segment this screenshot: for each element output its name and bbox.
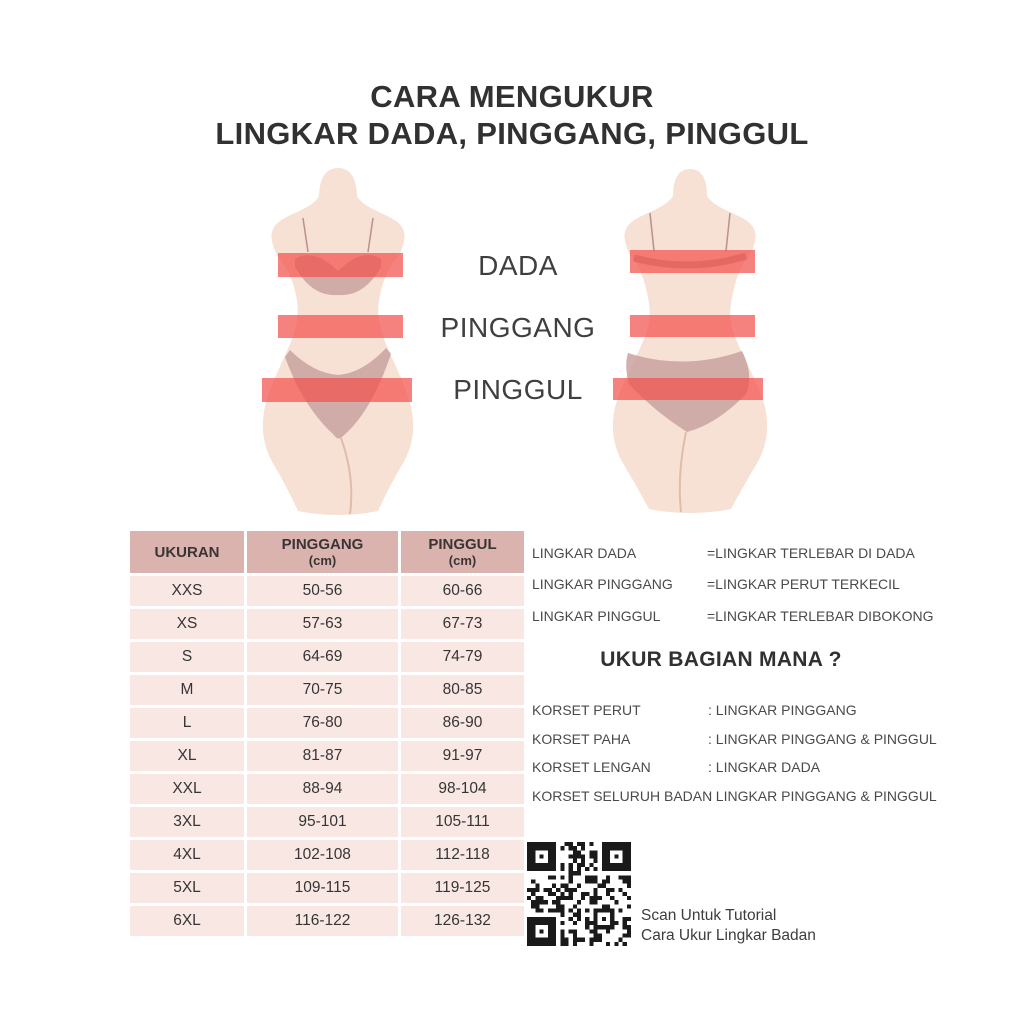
korset-guide-list — [532, 696, 937, 810]
dada-band-front — [278, 253, 403, 277]
pinggul-band-front — [262, 378, 412, 402]
body-silhouette-front — [263, 168, 413, 515]
korset-measure: : LINGKAR PINGGANG — [708, 702, 857, 719]
table-row: XXS 50-56 60-66 — [130, 576, 524, 606]
table-row: XL 81-87 91-97 — [130, 741, 524, 771]
definition-term: LINGKAR DADA — [532, 544, 637, 561]
size-table-header-row — [130, 531, 524, 573]
definition-row — [532, 600, 934, 632]
body-silhouette-back — [613, 169, 767, 513]
mannequin-front-figure — [243, 161, 439, 517]
pinggang-band-front — [278, 315, 403, 338]
korset-product: KORSET PERUT — [532, 702, 641, 719]
page-title-line1: CARA MENGUKUR — [370, 79, 654, 114]
table-row: XXL 88-94 98-104 — [130, 774, 524, 804]
mannequin-back-figure — [598, 163, 778, 515]
korset-measure: : LINGKAR DADA — [708, 759, 821, 776]
table-row: 4XL 102-108 112-118 — [130, 840, 524, 870]
header-pinggang-unit: (cm) — [308, 553, 337, 568]
table-row: S 64-69 74-79 — [130, 642, 524, 672]
definitions-list — [532, 537, 934, 632]
definition-value: =LINGKAR TERLEBAR DIBOKONG — [707, 607, 934, 624]
table-row: 6XL 116-122 126-132 — [130, 906, 524, 936]
header-ukuran: UKURAN — [130, 531, 244, 573]
page-title — [0, 78, 1024, 152]
definition-row — [532, 569, 934, 601]
qr-caption-line1: Scan Untuk Tutorial — [641, 907, 777, 924]
definition-term: LINGKAR PINGGANG — [532, 576, 673, 593]
header-pinggang: PINGGANG (cm) — [247, 531, 398, 573]
korset-measure: : LINGKAR PINGGANG & PINGGUL — [708, 787, 937, 804]
korset-measure: : LINGKAR PINGGANG & PINGGUL — [708, 730, 937, 747]
table-row: L 76-80 86-90 — [130, 708, 524, 738]
korset-product: KORSET SELURUH BADAN — [532, 787, 713, 804]
label-dada: DADA — [478, 250, 558, 281]
korset-row — [532, 725, 937, 754]
page-title-line2: LINGKAR DADA, PINGGANG, PINGGUL — [215, 116, 809, 151]
table-row: M 70-75 80-85 — [130, 675, 524, 705]
korset-product: KORSET PAHA — [532, 730, 631, 747]
label-pinggang: PINGGANG — [440, 312, 596, 343]
qr-caption — [641, 906, 816, 945]
definition-term: LINGKAR PINGGUL — [532, 607, 661, 624]
dada-band-back — [630, 250, 755, 273]
pinggul-band-back — [613, 378, 763, 400]
label-pinggul: PINGGUL — [453, 374, 583, 405]
korset-product: KORSET LENGAN — [532, 759, 651, 776]
definition-value: =LINGKAR TERLEBAR DI DADA — [707, 544, 915, 561]
table-row: 3XL 95-101 105-111 — [130, 807, 524, 837]
header-pinggul: PINGGUL (cm) — [401, 531, 524, 573]
definition-value: =LINGKAR PERUT TERKECIL — [707, 576, 900, 593]
section-heading: UKUR BAGIAN MANA ? — [600, 648, 842, 671]
table-row: 5XL 109-115 119-125 — [130, 873, 524, 903]
qr-code-icon — [527, 842, 631, 946]
size-table — [127, 528, 527, 939]
definition-row — [532, 537, 934, 569]
korset-row — [532, 753, 937, 782]
korset-row — [532, 782, 937, 811]
pinggang-band-back — [630, 315, 755, 337]
table-row: XS 57-63 67-73 — [130, 609, 524, 639]
qr-caption-line2: Cara Ukur Lingkar Badan — [641, 926, 816, 944]
header-pinggul-unit: (cm) — [448, 553, 477, 568]
korset-row — [532, 696, 937, 725]
